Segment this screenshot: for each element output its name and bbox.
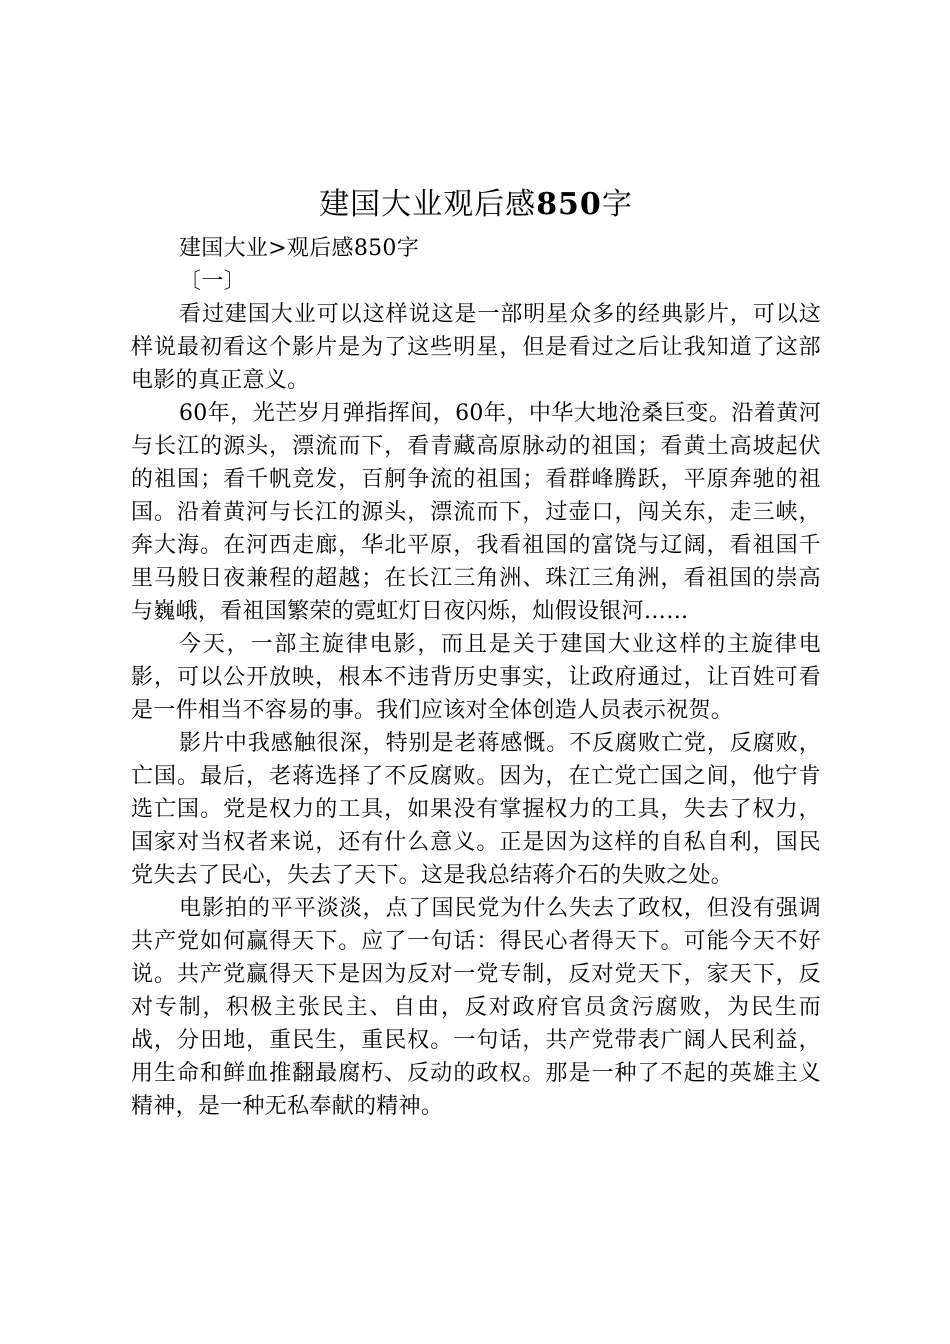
section-marker: 〔一〕: [179, 269, 246, 294]
subtitle-line: 建国大业>观后感850字: [179, 236, 420, 261]
paragraph: 电影拍的平平淡淡，点了国民党为什么失去了政权，但没有强调共产党如何赢得天下。应了一句话：得民心者得天下。可能今天不好说。共产党赢得天下是因为反对一党专制，反对党天下，家天下，反对专制，积极主张民主、自由，反对政府官员贪污腐败，为民生而战，分田地，重民生，重民权。一句话，共产党带表广阔人民利益，用生命和鲜血推翻最腐朽、反动的政权。那是一种了不起的英雄主义精神，是一种无私奉献的精神。: [131, 896, 821, 1119]
title-suffix: 字: [601, 187, 633, 222]
paragraph: 60年，光芒岁月弹指挥间，60年，中华大地沧桑巨变。沿着黄河与长江的源头，漂流而下，看青藏高原脉动的祖国；看黄土高坡起伏的祖国；看千帆竞发，百舸争流的祖国；看群峰腾跃，平原奔驰的祖国。沿着黄河与长江的源头，漂流而下，过壶口，闯关东，走三峡，奔大海。在河西走廊，华北平原，我看祖国的富饶与辽阔，看祖国千里马般日夜兼程的超越；在长江三角洲、珠江三角洲，看祖国的崇高与巍峨，看祖国繁荣的霓虹灯日夜闪烁，灿假设银河……: [131, 401, 821, 624]
paragraph: 看过建国大业可以这样说这是一部明星众多的经典影片，可以这样说最初看这个影片是为了这些明星，但是看过之后让我知道了这部电影的真正意义。: [131, 302, 821, 393]
document-title: [131, 183, 821, 227]
title-text: 建国大业观后感: [319, 187, 537, 222]
paragraph: 今天，一部主旋律电影，而且是关于建国大业这样的主旋律电影，可以公开放映，根本不违背历史事实，让政府通过，让百姓可看是一件相当不容易的事。我们应该对全体创造人员表示祝贺。: [131, 632, 821, 723]
document-body: [131, 232, 821, 1123]
title-number: 850: [536, 187, 602, 222]
document-page: [131, 0, 821, 1344]
paragraph: 影片中我感触很深，特别是老蒋感慨。不反腐败亡党，反腐败，亡国。最后，老蒋选择了不反腐败。因为，在亡党亡国之间，他宁肯选亡国。党是权力的工具，如果没有掌握权力的工具，失去了权力，国家对当权者来说，还有什么意义。正是因为这样的自私自利，国民党失去了民心，失去了天下。这是我总结蒋介石的失败之处。: [131, 731, 821, 888]
